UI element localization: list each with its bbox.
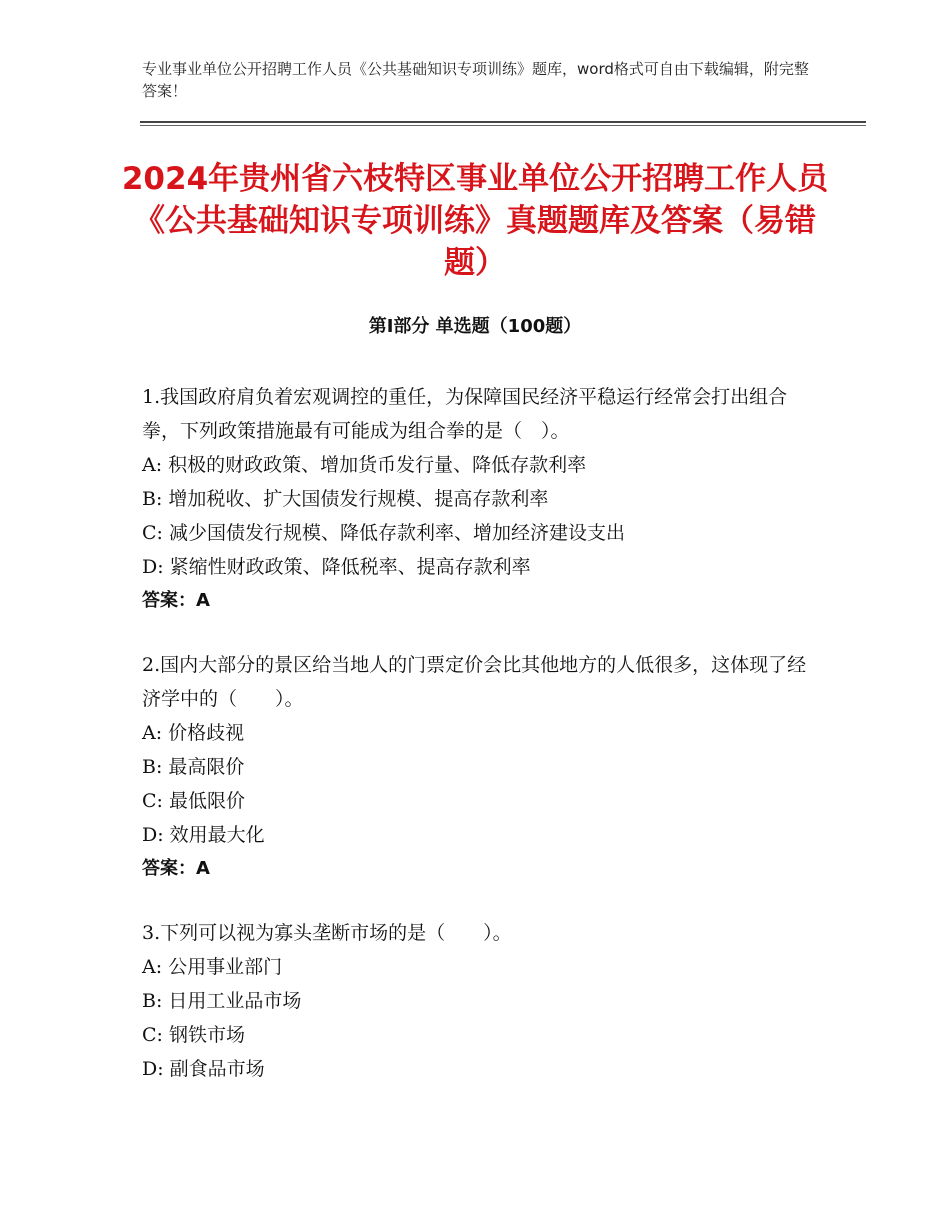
option-a: A: 价格歧视 [142, 722, 245, 744]
option-b: B: 日用工业品市场 [142, 990, 302, 1012]
header-divider-thin [140, 125, 866, 126]
document-header-note: 专业事业单位公开招聘工作人员《公共基础知识专项训练》题库，word格式可自由下载编辑，附完整答案！ [142, 60, 809, 100]
question-item [142, 648, 822, 886]
option-d: D: 副食品市场 [142, 1058, 265, 1080]
option-a: A: 积极的财政政策、增加货币发行量、降低存款利率 [142, 454, 587, 476]
question-stem: 1.我国政府肩负着宏观调控的重任，为保障国民经济平稳运行经常会打出组合拳，下列政策措施最有可能成为组合拳的是（ ）。 [142, 386, 788, 442]
header-divider-thick [140, 121, 866, 123]
option-d: D: 效用最大化 [142, 824, 265, 846]
question-item [142, 380, 822, 618]
document-title: 2024年贵州省六枝特区事业单位公开招聘工作人员《公共基础知识专项训练》真题题库及答案（易错题） [121, 161, 829, 281]
question-list [142, 380, 822, 1116]
section-heading: 第Ⅰ部分 单选题（100题） [368, 316, 582, 337]
answer-line: 答案：A [142, 858, 210, 879]
question-stem: 2.国内大部分的景区给当地人的门票定价会比其他地方的人低很多，这体现了经济学中的（ ）。 [142, 654, 807, 710]
answer-line: 答案：A [142, 590, 210, 611]
option-d: D: 紧缩性财政政策、降低税率、提高存款利率 [142, 556, 531, 578]
option-c: C: 钢铁市场 [142, 1024, 245, 1046]
option-c: C: 最低限价 [142, 790, 245, 812]
question-stem: 3.下列可以视为寡头垄断市场的是（ ）。 [142, 922, 512, 944]
option-a: A: 公用事业部门 [142, 956, 283, 978]
option-b: B: 增加税收、扩大国债发行规模、提高存款利率 [142, 488, 549, 510]
option-c: C: 减少国债发行规模、降低存款利率、增加经济建设支出 [142, 522, 625, 544]
option-b: B: 最高限价 [142, 756, 245, 778]
question-item [142, 916, 822, 1086]
